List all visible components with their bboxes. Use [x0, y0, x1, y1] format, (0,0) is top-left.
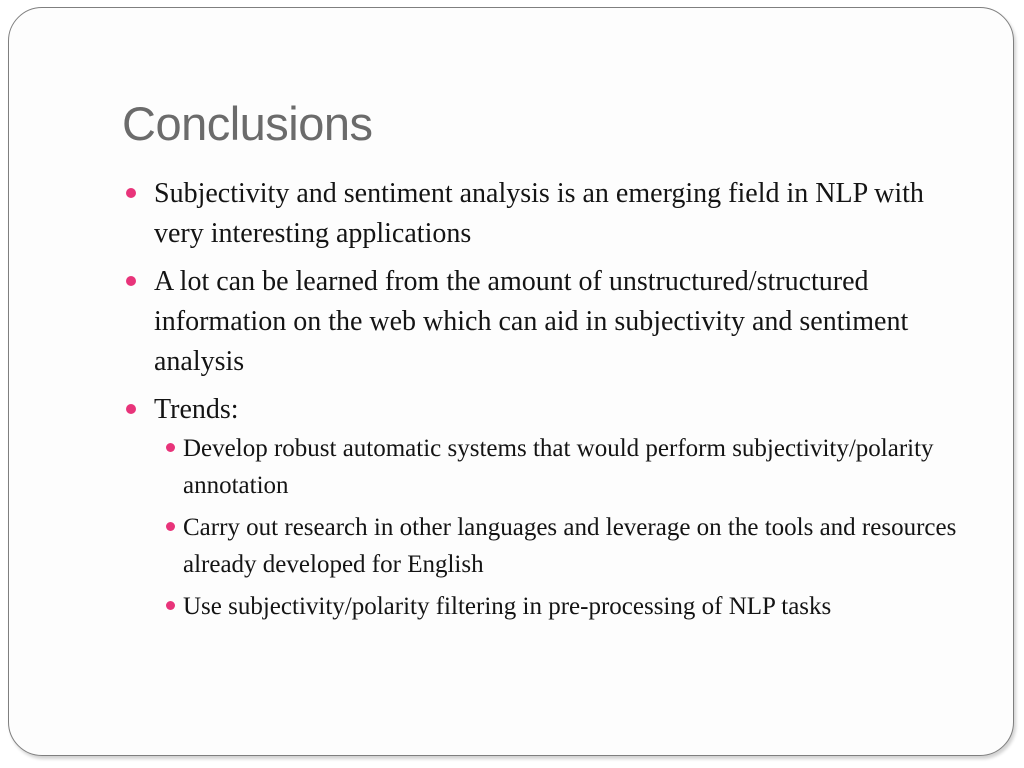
bullet-item-trends [122, 390, 972, 625]
pink-dot-bullet-icon [126, 188, 136, 198]
bullet-text: A lot can be learned from the amount of unstructured/structured information on the web which can aid in subjectivity and sentiment analysis [154, 266, 909, 377]
pink-dot-subbullet-icon [166, 522, 175, 531]
pink-dot-bullet-icon [126, 404, 136, 414]
bullet-list [122, 174, 972, 630]
sub-bullet-item [153, 588, 972, 625]
pink-dot-bullet-icon [126, 276, 136, 286]
bullet-item [122, 262, 972, 382]
pink-dot-subbullet-icon [166, 443, 175, 452]
sub-bullet-text: Develop robust automatic systems that would perform subjectivity/polarity annotation [183, 435, 934, 499]
sub-bullet-item [153, 430, 972, 504]
trends-sublist [153, 430, 972, 625]
slide-frame [8, 7, 1014, 756]
bullet-item [122, 174, 972, 254]
bullet-text: Trends: [154, 394, 239, 425]
bullet-text: Subjectivity and sentiment analysis is an emerging field in NLP with very interesting applications [154, 178, 924, 249]
slide-title: Conclusions [122, 97, 373, 150]
pink-dot-subbullet-icon [166, 601, 175, 610]
sub-bullet-text: Carry out research in other languages and leverage on the tools and resources already developed for English [183, 514, 957, 578]
sub-bullet-item [153, 509, 972, 583]
sub-bullet-text: Use subjectivity/polarity filtering in pre-processing of NLP tasks [183, 593, 832, 620]
